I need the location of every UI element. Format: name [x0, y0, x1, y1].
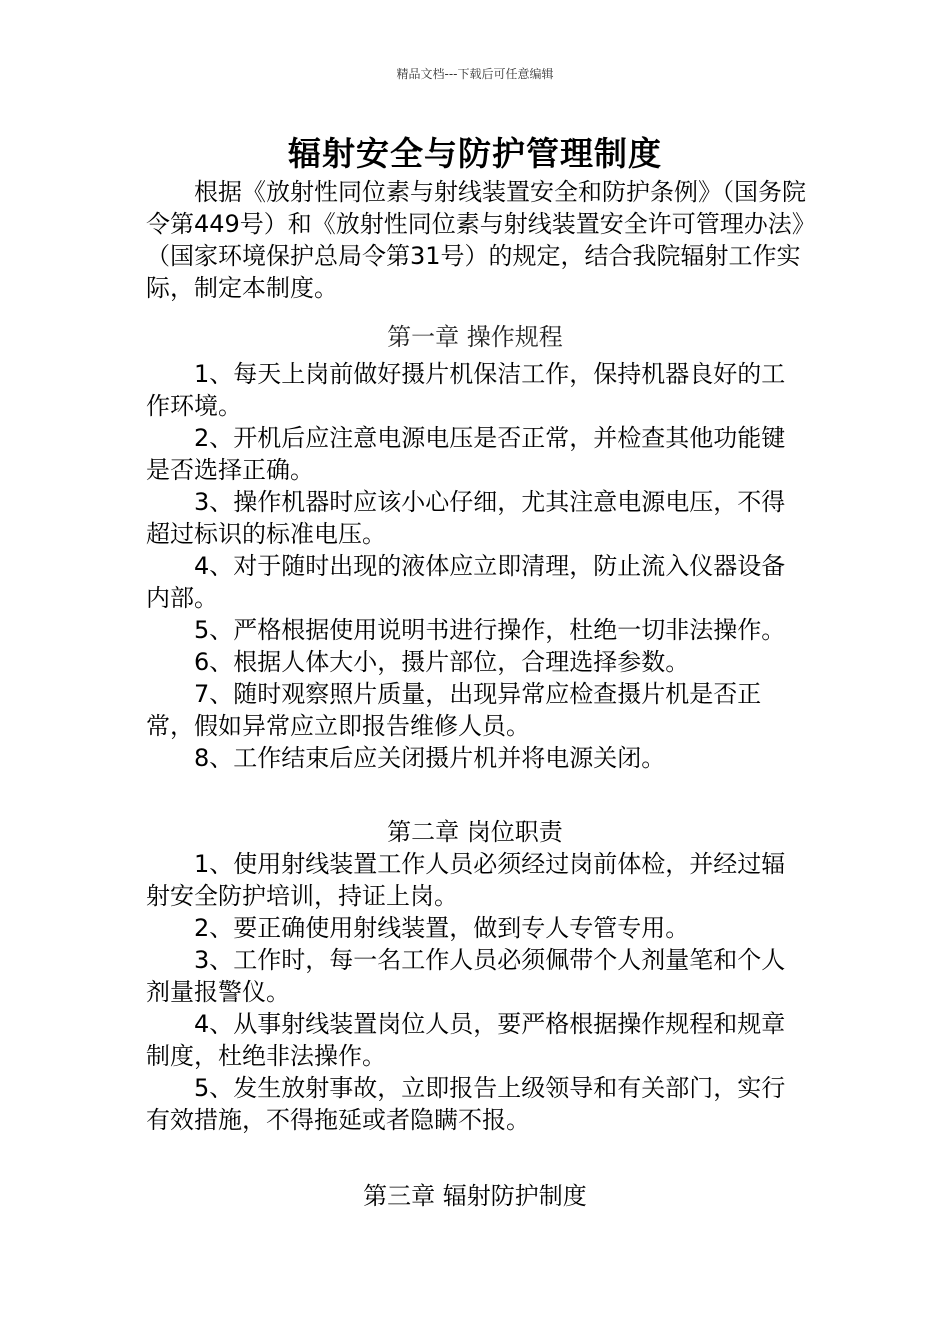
chapter-2-body — [146, 848, 806, 1136]
list-item: 4、从事射线装置岗位人员，要严格根据操作规程和规章制度，杜绝非法操作。 — [146, 1010, 786, 1070]
chapter-2-heading: 第二章 岗位职责 — [387, 818, 563, 846]
intro-block — [146, 176, 806, 304]
list-item: 5、发生放射事故，立即报告上级领导和有关部门，实行有效措施，不得拖延或者隐瞒不报。 — [146, 1074, 786, 1134]
list-item: 5、严格根据使用说明书进行操作，杜绝一切非法操作。 — [194, 616, 786, 644]
list-item: 1、每天上岗前做好摄片机保洁工作，保持机器良好的工作环境。 — [146, 360, 786, 420]
chapter-1-heading: 第一章 操作规程 — [387, 323, 563, 351]
intro-paragraph: 根据《放射性同位素与射线装置安全和防护条例》（国务院令第449号）和《放射性同位素与射线装置安全许可管理办法》（国家环境保护总局令第31号）的规定，结合我院辐射工作实际，制定本制度。 — [146, 178, 806, 302]
list-item: 2、要正确使用射线装置，做到专人专管专用。 — [194, 914, 690, 942]
list-item: 1、使用射线装置工作人员必须经过岗前体检，并经过辐射安全防护培训，持证上岗。 — [146, 850, 786, 910]
list-item: 8、工作结束后应关闭摄片机并将电源关闭。 — [194, 744, 666, 772]
document-title: 辐射安全与防护管理制度 — [288, 134, 662, 173]
list-item: 3、操作机器时应该小心仔细，尤其注意电源电压，不得超过标识的标准电压。 — [146, 488, 786, 548]
chapter-1-body — [146, 358, 806, 774]
chapter-3-heading: 第三章 辐射防护制度 — [363, 1182, 587, 1210]
list-item: 2、开机后应注意电源电压是否正常，并检查其他功能键是否选择正确。 — [146, 424, 786, 484]
list-item: 3、工作时，每一名工作人员必须佩带个人剂量笔和个人剂量报警仪。 — [146, 946, 786, 1006]
list-item: 6、根据人体大小，摄片部位，合理选择参数。 — [194, 648, 690, 676]
list-item: 7、随时观察照片质量，出现异常应检查摄片机是否正常，假如异常应立即报告维修人员。 — [146, 680, 762, 740]
page-header-watermark: 精品文档---下载后可任意编辑 — [396, 67, 554, 81]
list-item: 4、对于随时出现的液体应立即清理，防止流入仪器设备内部。 — [146, 552, 786, 612]
